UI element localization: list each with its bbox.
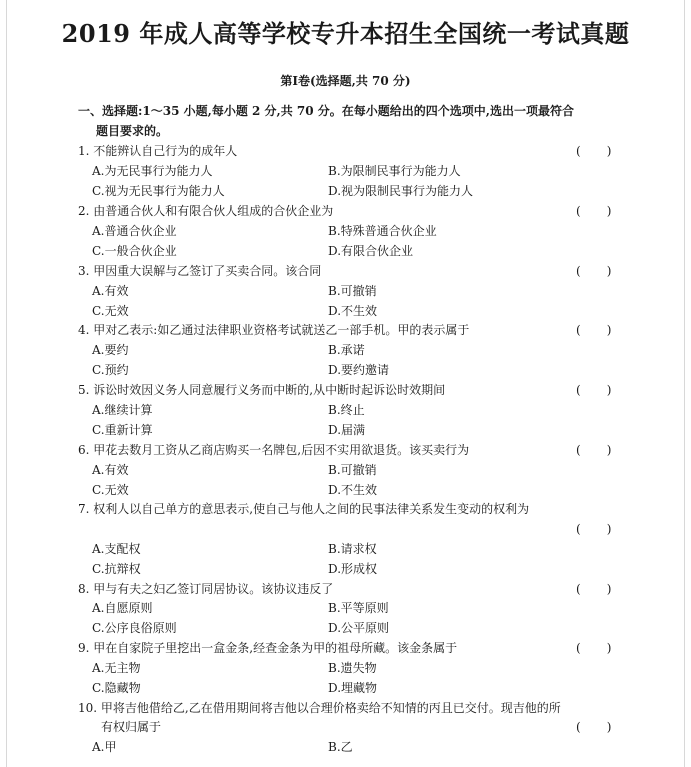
answer-blank-6: ( ) [576, 443, 612, 457]
question-6-option-a: A.有效 [92, 463, 129, 477]
question-5-option-c: C.重新计算 [92, 423, 153, 437]
section-instructions-line1: 一、选择题:1～35 小题,每小题 2 分,共 70 分。在每小题给出的四个选项中,选出一项最符合 [78, 104, 574, 118]
question-9-option-c: C.隐藏物 [92, 681, 141, 695]
question-10 [78, 701, 561, 715]
question-9-option-b: B.遗失物 [328, 661, 377, 675]
question-8-option-a: A.自愿原则 [92, 601, 153, 615]
question-1 [78, 144, 237, 158]
question-number: 4. [78, 323, 90, 337]
question-1-option-d: D.视为限制民事行为能力人 [328, 184, 474, 198]
question-stem: 甲与有夫之妇乙签订同居协议。该协议违反了 [93, 582, 334, 596]
question-9-option-a: A.无主物 [92, 661, 141, 675]
question-number: 2. [78, 204, 90, 218]
question-number: 7. [78, 502, 90, 516]
question-number: 3. [78, 264, 90, 278]
question-1-option-a: A.为无民事行为能力人 [92, 164, 213, 178]
question-7-option-d: D.形成权 [328, 562, 378, 576]
answer-blank-4: ( ) [576, 323, 612, 337]
question-1-option-c: C.视为无民事行为能力人 [92, 184, 225, 198]
page-border-right [684, 0, 685, 767]
question-6 [78, 443, 469, 457]
question-stem: 甲花去数月工资从乙商店购买一名牌包,后因不实用欲退货。该买卖行为 [93, 443, 470, 457]
question-number: 10. [78, 701, 98, 715]
question-8-option-b: B.平等原则 [328, 601, 389, 615]
question-10-stem-continued: 有权归属于 [101, 720, 162, 734]
answer-blank-8: ( ) [576, 582, 612, 596]
question-7 [78, 502, 529, 516]
question-stem: 权利人以自己单方的意思表示,使自己与他人之间的民事法律关系发生变动的权利为 [93, 502, 530, 516]
answer-blank-2: ( ) [576, 204, 612, 218]
question-8-option-c: C.公序良俗原则 [92, 621, 177, 635]
section-instructions [78, 101, 623, 141]
question-3 [78, 264, 321, 278]
question-3-option-d: D.不生效 [328, 304, 378, 318]
question-2-option-b: B.特殊普通合伙企业 [328, 224, 437, 238]
question-5 [78, 383, 445, 397]
question-3-option-b: B.可撤销 [328, 284, 377, 298]
question-7-option-c: C.抗辩权 [92, 562, 141, 576]
question-8-option-d: D.公平原则 [328, 621, 390, 635]
question-1-option-b: B.为限制民事行为能力人 [328, 164, 461, 178]
question-2-option-d: D.有限合伙企业 [328, 244, 414, 258]
question-number: 8. [78, 582, 90, 596]
question-5-option-a: A.继续计算 [92, 403, 153, 417]
question-4-option-a: A.要约 [92, 343, 129, 357]
question-4 [78, 323, 469, 337]
question-2-option-c: C.一般合伙企业 [92, 244, 177, 258]
question-8 [78, 582, 333, 596]
answer-blank-10: ( ) [576, 720, 612, 734]
question-4-option-c: C.预约 [92, 363, 129, 377]
question-number: 6. [78, 443, 90, 457]
question-3-option-c: C.无效 [92, 304, 129, 318]
part-heading: 第Ⅰ卷(选择题,共 70 分) [280, 74, 411, 88]
question-number: 5. [78, 383, 90, 397]
question-9-option-d: D.埋藏物 [328, 681, 378, 695]
question-stem: 由普通合伙人和有限合伙人组成的合伙企业为 [93, 204, 334, 218]
answer-blank-1: ( ) [576, 144, 612, 158]
question-4-option-d: D.要约邀请 [328, 363, 390, 377]
question-5-option-d: D.届满 [328, 423, 366, 437]
question-7-option-a: A.支配权 [92, 542, 141, 556]
answer-blank-5: ( ) [576, 383, 612, 397]
question-2-option-a: A.普通合伙企业 [92, 224, 177, 238]
answer-blank-7: ( ) [576, 522, 612, 536]
question-9 [78, 641, 457, 655]
section-instructions-line2: 题目要求的。 [96, 124, 169, 138]
question-2 [78, 204, 333, 218]
question-5-option-b: B.终止 [328, 403, 365, 417]
question-7-option-b: B.请求权 [328, 542, 377, 556]
question-stem: 不能辨认自己行为的成年人 [93, 144, 238, 158]
question-10-option-b: B.乙 [328, 740, 353, 754]
question-3-option-a: A.有效 [92, 284, 129, 298]
question-number: 9. [78, 641, 90, 655]
question-stem: 诉讼时效因义务人同意履行义务而中断的,从中断时起诉讼时效期间 [93, 383, 446, 397]
answer-blank-9: ( ) [576, 641, 612, 655]
question-4-option-b: B.承诺 [328, 343, 365, 357]
question-stem: 甲在自家院子里挖出一盒金条,经查金条为甲的祖母所藏。该金条属于 [93, 641, 458, 655]
question-6-option-c: C.无效 [92, 483, 129, 497]
question-stem: 甲将吉他借给乙,乙在借用期间将吉他以合理价格卖给不知情的丙且已交付。现吉他的所 [100, 701, 561, 715]
page-title: 2019 年成人高等学校专升本招生全国统一考试真题 [61, 19, 630, 48]
page-border-left [6, 0, 7, 767]
question-stem: 甲因重大误解与乙签订了买卖合同。该合同 [93, 264, 322, 278]
question-6-option-b: B.可撤销 [328, 463, 377, 477]
answer-blank-3: ( ) [576, 264, 612, 278]
question-6-option-d: D.不生效 [328, 483, 378, 497]
question-number: 1. [78, 144, 90, 158]
question-stem: 甲对乙表示:如乙通过法律职业资格考试就送乙一部手机。甲的表示属于 [93, 323, 470, 337]
question-10-option-a: A.甲 [92, 740, 117, 754]
